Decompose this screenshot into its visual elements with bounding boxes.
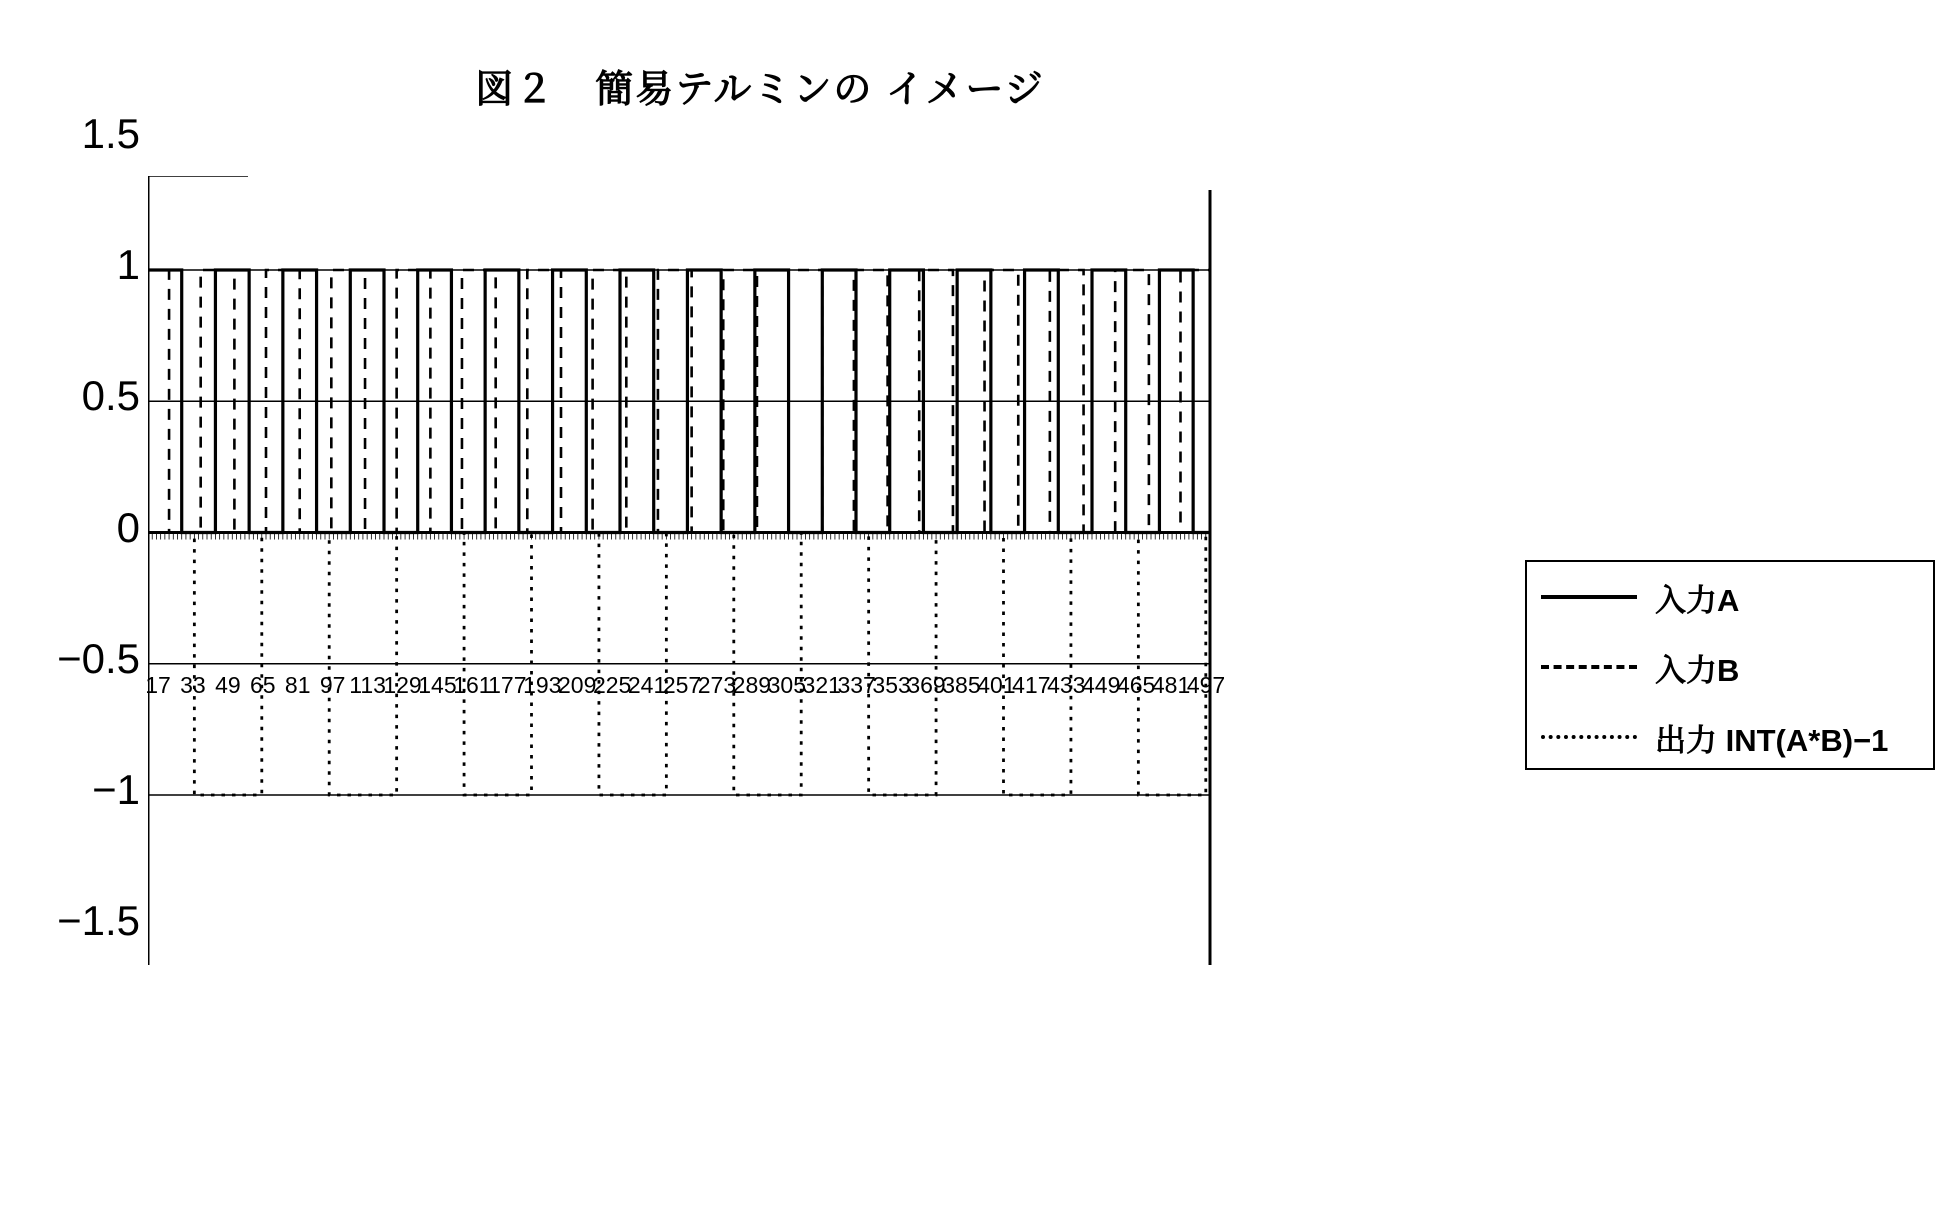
x-tick-label: 49	[215, 672, 241, 698]
x-tick-label: 481	[1151, 672, 1191, 698]
x-tick-label: 353	[872, 672, 911, 698]
x-tick-label: 273	[697, 672, 737, 698]
x-tick-label: 17	[145, 672, 171, 698]
x-tick-label: 337	[837, 672, 876, 698]
y-tick-label: 1.5	[81, 109, 140, 157]
y-tick-label: −0.5	[57, 634, 140, 682]
y-axis-labels	[0, 0, 140, 1208]
x-tick-label: 145	[418, 672, 457, 698]
y-tick-label: 0	[116, 503, 140, 551]
x-tick-label: 385	[942, 672, 981, 698]
x-tick-label: 305	[767, 672, 806, 698]
x-tick-label: 193	[523, 672, 562, 698]
x-tick-label: 241	[627, 672, 667, 698]
x-tick-label: 129	[383, 672, 422, 698]
x-tick-label: 321	[802, 672, 841, 698]
legend-item-label: 入力A	[1655, 582, 1740, 618]
x-tick-label: 97	[319, 672, 346, 698]
y-tick-label: 1	[116, 241, 140, 288]
x-tick-label: 225	[592, 672, 632, 698]
x-tick-label: 417	[1012, 672, 1051, 698]
x-tick-label: 177	[488, 672, 527, 698]
plot-area	[148, 176, 1513, 1056]
plot-svg	[148, 176, 1513, 1056]
x-tick-label: 161	[453, 672, 492, 698]
x-tick-label: 257	[662, 672, 702, 698]
legend-item	[1527, 702, 1933, 772]
x-tick-label: 497	[1186, 672, 1226, 698]
x-tick-label: 209	[558, 672, 597, 698]
y-tick-label: −1	[92, 766, 140, 813]
y-tick-label: −1.5	[57, 897, 140, 945]
legend-item-label: 入力B	[1655, 652, 1740, 688]
y-tick-label: 0.5	[81, 372, 140, 420]
x-tick-label: 465	[1116, 672, 1156, 698]
legend	[1525, 560, 1935, 770]
x-tick-label: 369	[907, 672, 946, 698]
x-axis-labels	[145, 672, 1518, 706]
x-tick-label: 449	[1082, 672, 1121, 698]
x-tick-label: 81	[284, 672, 311, 698]
x-tick-label: 65	[250, 672, 276, 698]
x-tick-label: 289	[732, 672, 772, 698]
legend-item	[1527, 562, 1933, 632]
legend-item	[1527, 632, 1933, 702]
x-tick-label: 33	[180, 672, 206, 698]
x-tick-label: 113	[349, 672, 386, 698]
x-tick-label: 433	[1047, 672, 1086, 698]
x-tick-label: 401	[977, 672, 1016, 698]
legend-item-label: 出力 INT(A*B)−1	[1655, 722, 1889, 758]
page-title: 図２ 簡易テルミンの イメージ	[475, 69, 1045, 111]
